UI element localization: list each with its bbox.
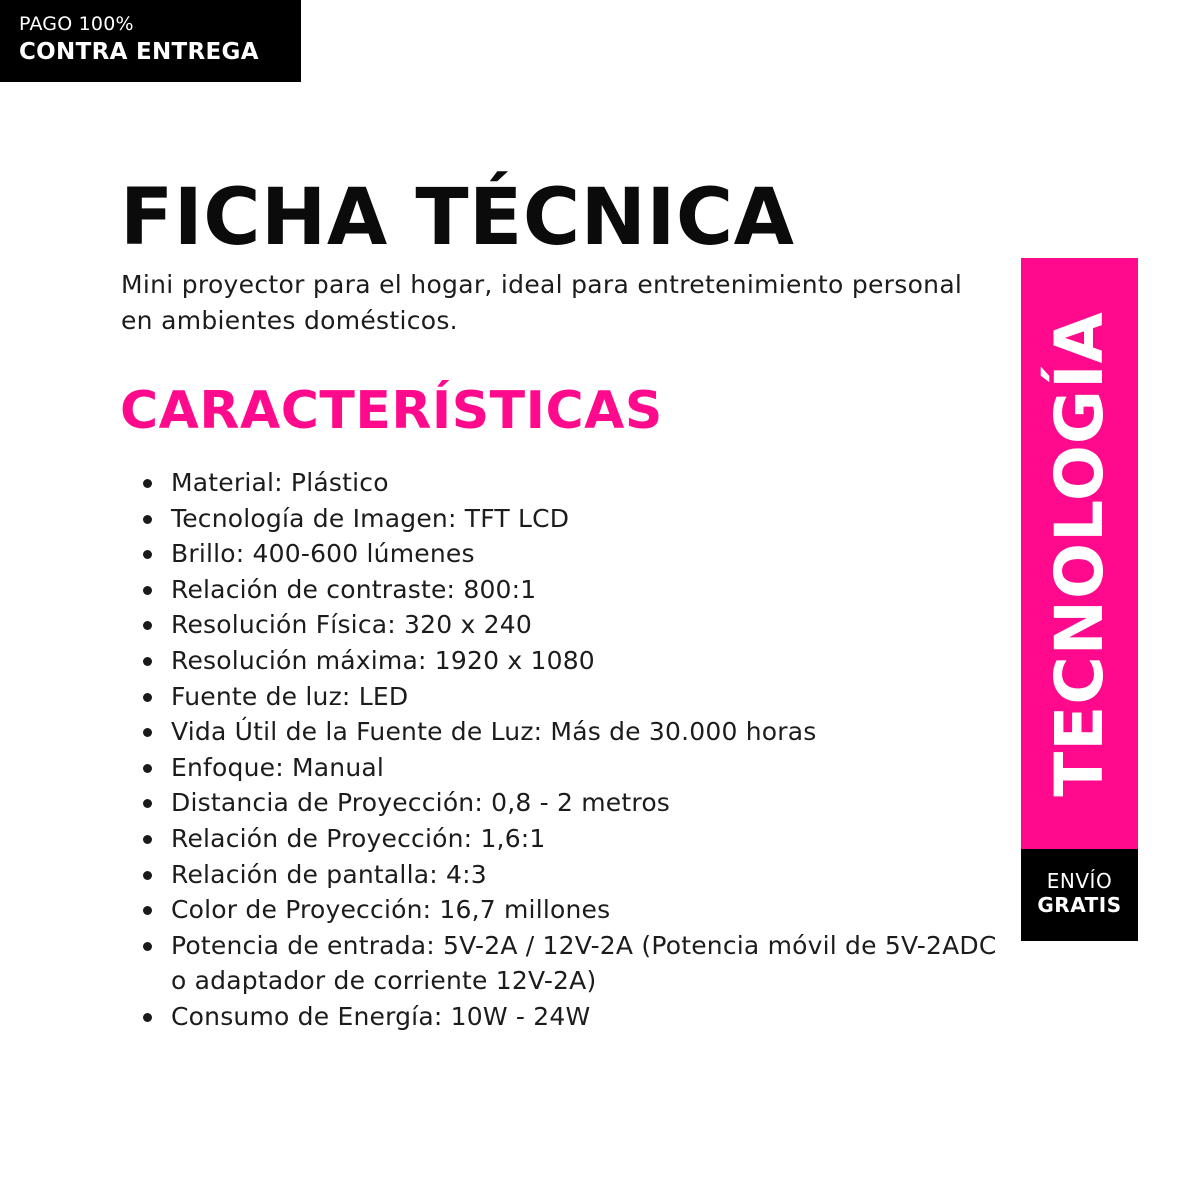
feature-text: Relación de pantalla: 4:3 (171, 859, 487, 889)
bullet-icon (143, 906, 152, 915)
feature-text: Material: Plástico (171, 468, 389, 497)
bullet-icon (143, 657, 152, 666)
feature-item (138, 999, 998, 1035)
bullet-icon (143, 693, 152, 702)
feature-item (138, 643, 998, 679)
feature-item (138, 821, 998, 857)
feature-text: Consumo de Energía: 10W - 24W (171, 1001, 591, 1031)
feature-item (138, 679, 998, 715)
feature-text: Fuente de luz: LED (171, 681, 409, 711)
bullet-icon (143, 764, 152, 773)
bullet-icon (143, 586, 152, 595)
bullet-icon (143, 621, 152, 630)
shipping-line1: ENVÍO (1046, 869, 1113, 893)
feature-item (138, 892, 998, 928)
bullet-icon (143, 799, 152, 808)
feature-text: Resolución máxima: 1920 x 1080 (171, 645, 595, 675)
feature-text: Enfoque: Manual (171, 752, 385, 782)
bullet-icon (143, 871, 152, 880)
features-list (138, 465, 998, 1035)
payment-badge (0, 0, 301, 82)
feature-text: Color de Proyección: 16,7 millones (171, 895, 611, 925)
bullet-icon (143, 835, 152, 844)
product-description: Mini proyector para el hogar, ideal para entretenimiento personal en ambientes domésticos. (121, 270, 963, 335)
feature-item (138, 536, 998, 572)
feature-item (138, 465, 998, 501)
section-title: CARACTERÍSTICAS (120, 381, 663, 441)
payment-badge-line2: CONTRA ENTREGA (19, 39, 259, 65)
bullet-icon (143, 515, 152, 524)
feature-item (138, 785, 998, 821)
bullet-icon (143, 942, 152, 951)
feature-text: Potencia de entrada: 5V-2A / 12V-2A (Potencia móvil de 5V-2ADC o adaptador de corriente 12V-2A) (171, 930, 997, 996)
feature-item (138, 714, 998, 750)
feature-item (138, 572, 998, 608)
category-band (1021, 258, 1138, 849)
feature-item (138, 501, 998, 537)
feature-item (138, 607, 998, 643)
feature-text: Relación de Proyección: 1,6:1 (171, 823, 546, 853)
bullet-icon (143, 550, 152, 559)
bullet-icon (143, 728, 152, 737)
shipping-line2: GRATIS (1037, 893, 1122, 917)
category-label: TECNOLOGÍA (1040, 310, 1118, 797)
payment-badge-line1: PAGO 100% (19, 13, 134, 35)
feature-item (138, 750, 998, 786)
feature-text: Tecnología de Imagen: TFT LCD (171, 503, 570, 533)
feature-item (138, 928, 998, 999)
feature-text: Distancia de Proyección: 0,8 - 2 metros (171, 788, 671, 818)
bullet-icon (143, 1013, 152, 1022)
shipping-badge (1021, 849, 1138, 941)
feature-text: Resolución Física: 320 x 240 (171, 610, 532, 640)
bullet-icon (143, 479, 152, 488)
page-title: FICHA TÉCNICA (120, 173, 795, 263)
feature-text: Brillo: 400-600 lúmenes (171, 539, 475, 569)
feature-text: Relación de contraste: 800:1 (171, 574, 537, 604)
feature-item (138, 857, 998, 893)
feature-text: Vida Útil de la Fuente de Luz: Más de 30.000 horas (171, 717, 817, 747)
